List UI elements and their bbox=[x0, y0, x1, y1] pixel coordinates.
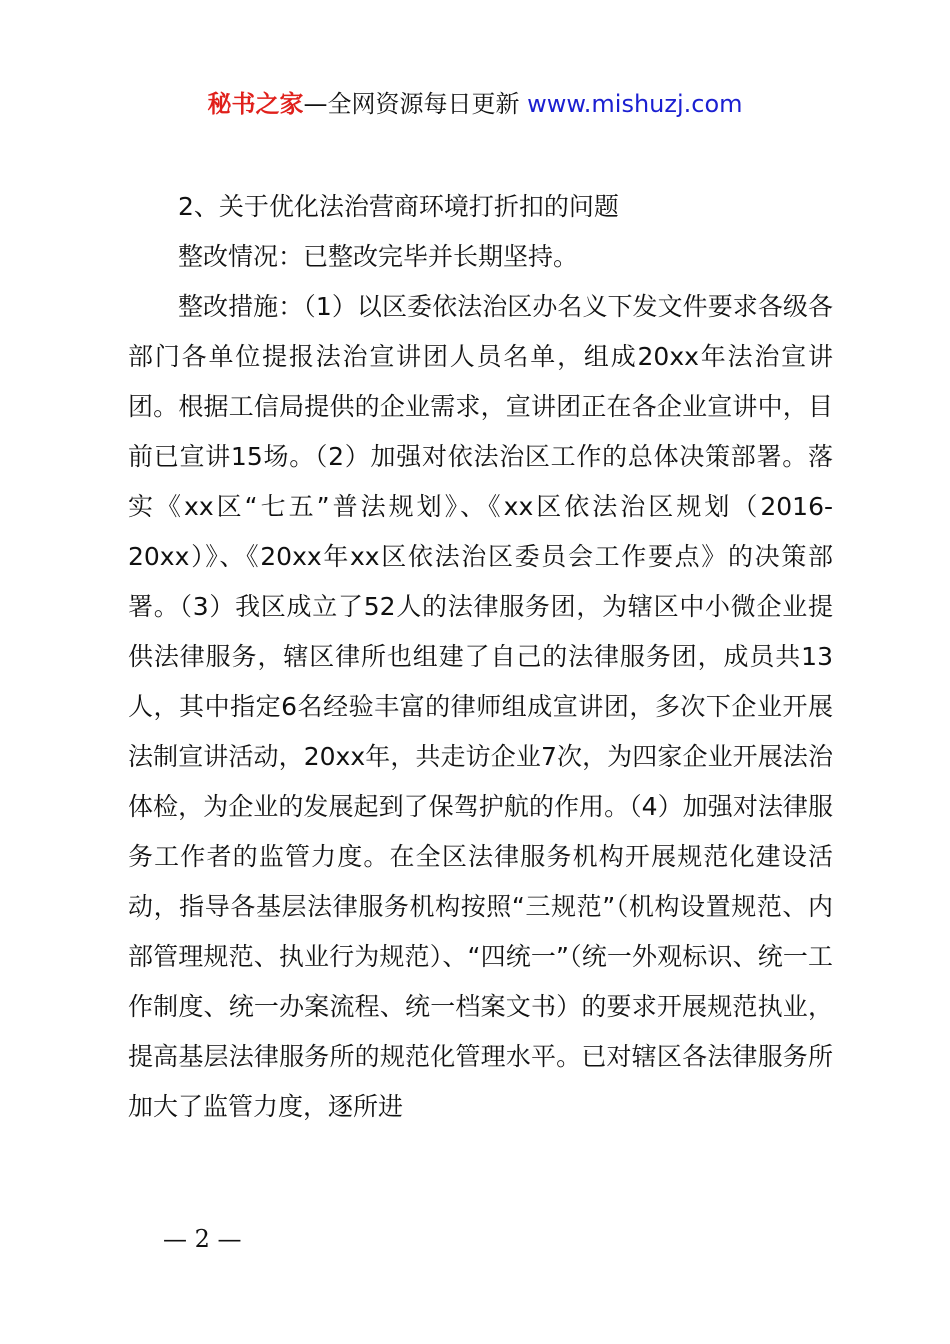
site-header bbox=[0, 86, 950, 122]
site-tagline: —全网资源每日更新 bbox=[303, 90, 528, 118]
rectification-status: 整改情况：已整改完毕并长期坚持。 bbox=[178, 242, 579, 271]
section-heading: 2、关于优化法治营商环境打折扣的问题 bbox=[178, 192, 619, 221]
rectification-measures: 整改措施：（1）以区委依法治区办名义下发文件要求各级各部门各单位提报法治宣讲团人员名单，组成20xx年法治宣讲团。根据工信局提供的企业需求，宣讲团正在各企业宣讲中，目前已宣讲15场。（2）加强对依法治区工作的总体决策部署。落实《xx区“七五”普法规划》、《xx区依法治区规划（2016-20xx）》、《20xx年xx区依法治区委员会工作要点》的决策部署。（3）我区成立了52人的法律服务团，为辖区中小微企业提供法律服务，辖区律所也组建了自己的法律服务团，成员共13人，其中指定6名经验丰富的律师组成宣讲团，多次下企业开展法制宣讲活动，20xx年，共走访企业7次，为四家企业开展法治体检，为企业的发展起到了保驾护航的作用。（4）加强对法律服务工作者的监管力度。在全区法律服务机构开展规范化建设活动，指导各基层法律服务机构按照“三规范”（机构设置规范、内部管理规范、执业行为规范）、“四统一”（统一外观标识、统一工作制度、统一办案流程、统一档案文书）的要求开展规范执业，提高基层法律服务所的规范化管理水平。已对辖区各法律服务所加大了监管力度，逐所进 bbox=[128, 292, 833, 1121]
site-url-link[interactable]: www.mishuzj.com bbox=[527, 90, 743, 118]
site-brand: 秘书之家 bbox=[207, 90, 304, 118]
page-number: — 2 — bbox=[163, 1225, 242, 1253]
document-body bbox=[128, 182, 833, 1132]
